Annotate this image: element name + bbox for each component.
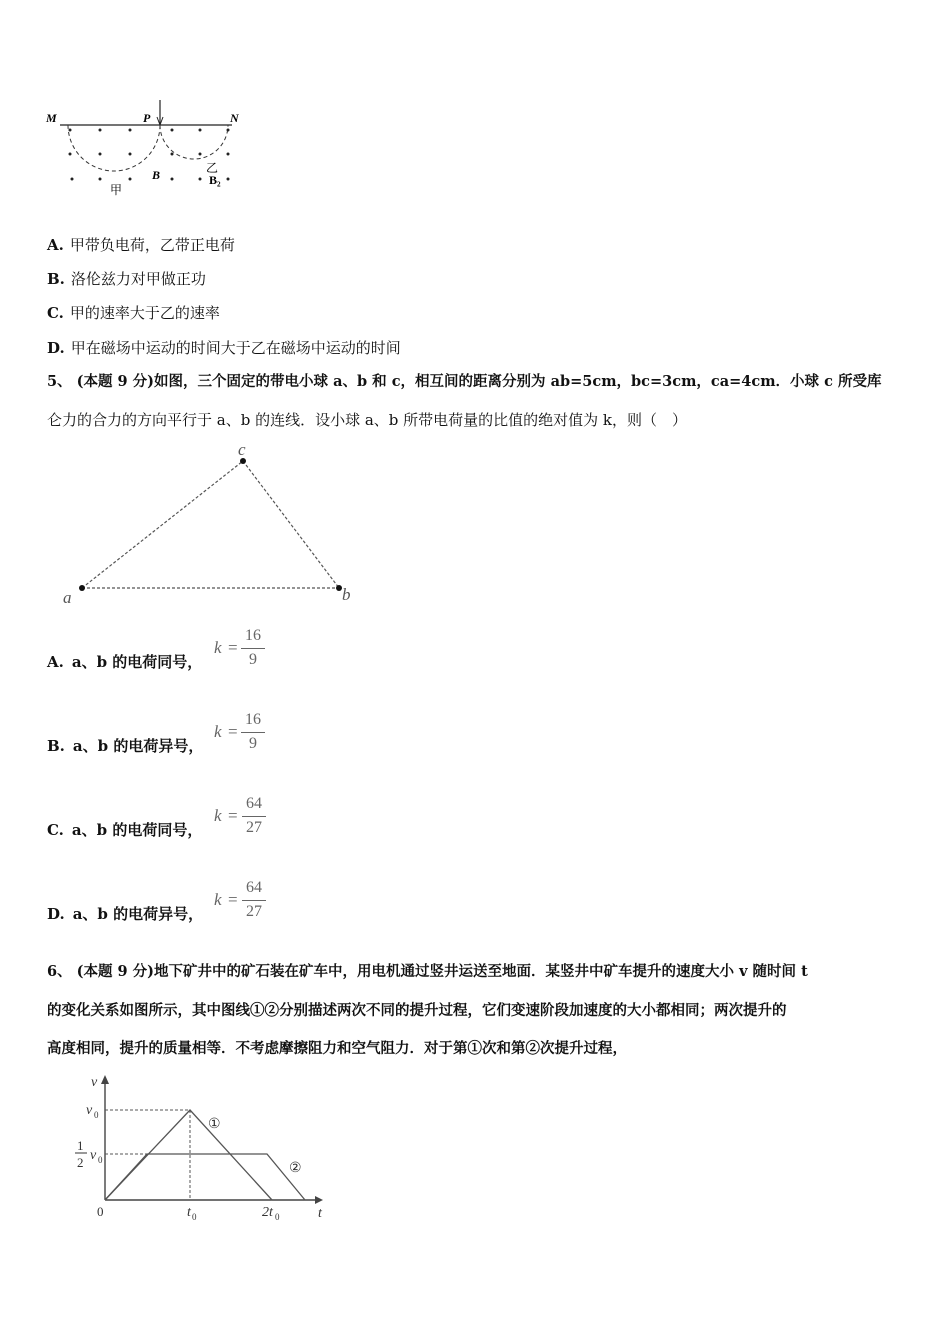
q6-stem-line3: 高度相同，提升的质量相等．不考虑摩擦阻力和空气阻力．对于第①次和第②次提升过程， <box>47 1040 627 1057</box>
ball-a <box>79 585 85 591</box>
q5-option-b[interactable]: B. a、b 的电荷异号， <box>47 737 204 755</box>
q6-stem-line2: 的变化关系如图所示，其中图线①②分别描述两次不同的提升过程，它们变速阶段加速度的大小都相同；两次提升的 <box>47 1002 787 1019</box>
2t0-label: 2t <box>262 1205 273 1220</box>
half-v0-subscript: 0 <box>98 1155 103 1165</box>
v0-label: v <box>86 1103 93 1118</box>
q6-stem-line1: 6、 (本题 9 分)地下矿井中的矿石装在矿车中，用电机通过竖井运送至地面．某竖井中矿车提升的速度大小 v 随时间 t <box>47 963 808 980</box>
q6-vt-graph <box>45 1068 345 1230</box>
trajectory-jia <box>68 125 160 171</box>
curve-1-label: ① <box>208 1117 221 1132</box>
q4-figure <box>40 98 250 203</box>
label-M: M <box>46 111 57 125</box>
label-a: a <box>63 588 72 607</box>
q5-option-b-formula: k = 16 9 <box>212 712 272 758</box>
label-yi: 乙 <box>206 161 219 175</box>
label-B: B <box>152 168 161 182</box>
q5-stem-line1: 5、 (本题 9 分)如图，三个固定的带电小球 a、b 和 c，相互间的距离分别为 ab=5cm，bc=3cm，ca=4cm．小球 c 所受库 <box>47 373 882 390</box>
q5-option-d[interactable]: D. a、b 的电荷异号， <box>47 905 204 923</box>
curve-1 <box>105 1110 272 1200</box>
half-v0-label: v <box>90 1148 97 1163</box>
label-N: N <box>230 111 239 125</box>
axis-t-label: t <box>318 1206 322 1221</box>
label-B2: B₂ <box>209 173 221 187</box>
curve-2 <box>105 1154 305 1200</box>
half-numerator: 1 <box>77 1138 84 1153</box>
t0-subscript: 0 <box>192 1212 197 1222</box>
curve-2-label: ② <box>289 1161 302 1176</box>
q5-option-a[interactable]: A. a、b 的电荷同号， <box>47 653 203 671</box>
v-axis-arrow <box>101 1075 109 1084</box>
2t0-subscript: 0 <box>275 1212 280 1222</box>
q4-option-d[interactable]: D. 甲在磁场中运动的时间大于乙在磁场中运动的时间 <box>47 339 401 357</box>
label-P: P <box>143 111 151 125</box>
q4-option-a[interactable]: A. 甲带负电荷，乙带正电荷 <box>47 236 235 254</box>
label-b: b <box>342 585 351 604</box>
origin-label: 0 <box>97 1204 104 1219</box>
axis-v-label: v <box>91 1075 98 1090</box>
side-ac <box>82 461 243 588</box>
label-c: c <box>238 440 246 459</box>
q4-option-c[interactable]: C. 甲的速率大于乙的速率 <box>47 304 220 322</box>
q5-option-d-formula: k = 64 27 <box>212 880 272 926</box>
v0-subscript: 0 <box>94 1110 99 1120</box>
q5-triangle-figure <box>55 440 365 610</box>
q5-stem-line2: 仑力的合力的方向平行于 a、b 的连线．设小球 a、b 所带电荷量的比值的绝对值为 k，则（ ） <box>47 411 688 429</box>
q5-option-c-formula: k = 64 27 <box>212 796 272 842</box>
q5-option-c[interactable]: C. a、b 的电荷同号， <box>47 821 203 839</box>
label-jia: 甲 <box>110 183 123 197</box>
t-axis-arrow <box>315 1196 323 1204</box>
q4-option-b[interactable]: B. 洛伦兹力对甲做正功 <box>47 270 206 288</box>
half-denominator: 2 <box>77 1155 84 1170</box>
t0-label: t <box>187 1205 191 1220</box>
q5-option-a-formula: k = 16 9 <box>212 628 272 674</box>
side-bc <box>243 461 339 588</box>
trajectory-yi <box>160 125 228 159</box>
